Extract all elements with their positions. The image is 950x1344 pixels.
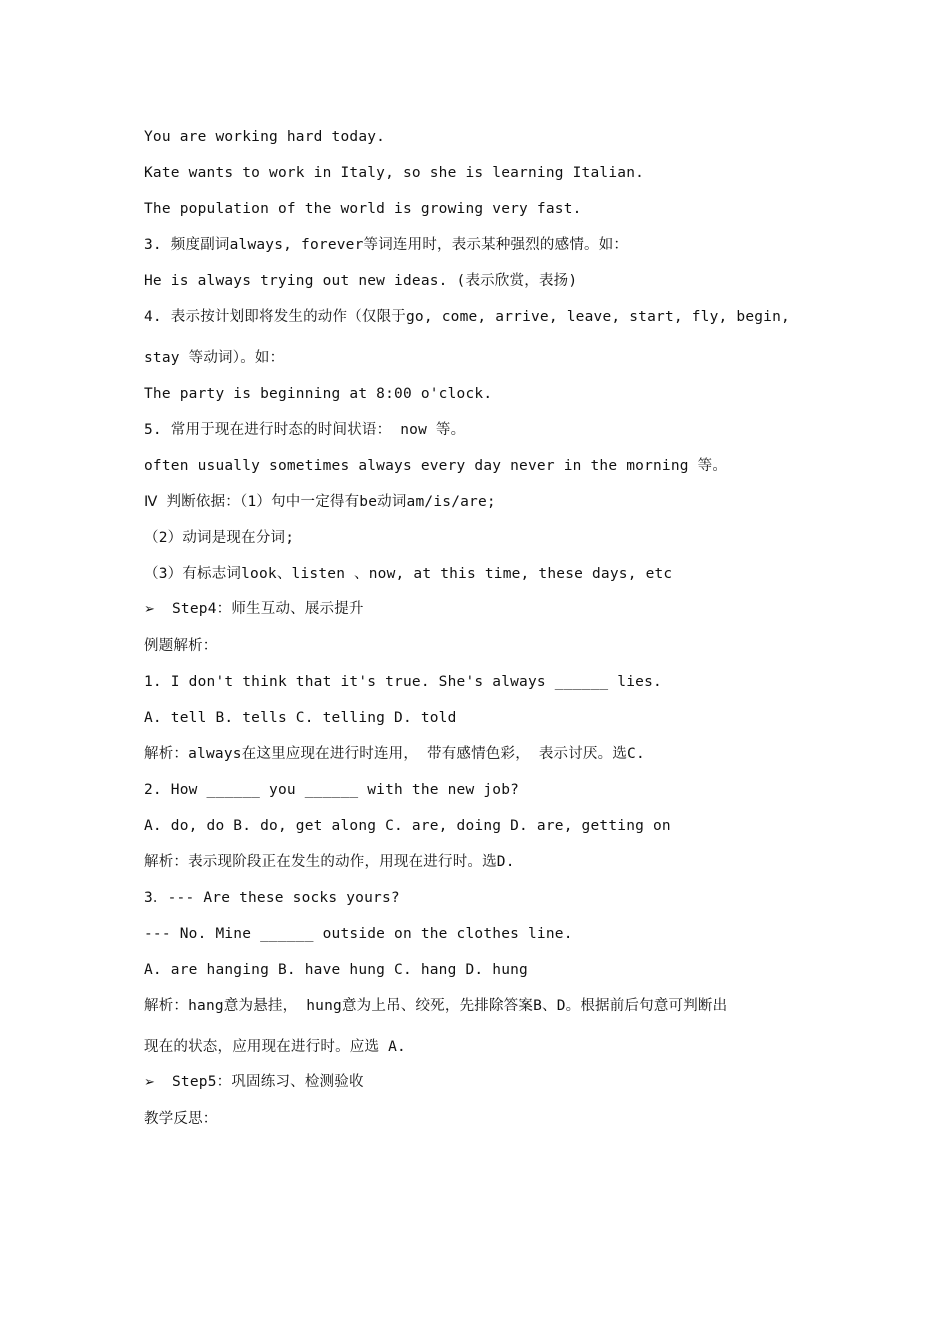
step-heading (144, 599, 824, 620)
text-line: A. are hanging B. have hung C. hang D. hung (144, 962, 528, 978)
text-line: A. do, do B. do, get along C. are, doing D. are, getting on (144, 818, 671, 834)
text-line: 解析：always在这里应现在进行时连用， 带有感情色彩， 表示讨厌。选C. (144, 746, 645, 762)
step-heading-text: Step4：师生互动、展示提升 (172, 601, 364, 617)
step-heading (144, 1072, 824, 1093)
text-line: 5. 常用于现在进行时态的时间状语： now 等。 (144, 422, 466, 438)
text-line: 解析：表示现阶段正在发生的动作，用现在进行时。选D. (144, 854, 515, 870)
text-line: 现在的状态，应用现在进行时。应选 A. (144, 1039, 406, 1055)
text-line: A. tell B. tells C. telling D. told (144, 710, 457, 726)
text-line: He is always trying out new ideas. (表示欣赏，表扬) (144, 273, 578, 289)
text-line: The population of the world is growing very fast. (144, 201, 582, 217)
text-line: The party is beginning at 8:00 o'clock. (144, 386, 493, 402)
text-line: often usually sometimes always every day never in the morning 等。 (144, 458, 728, 474)
text-line: 4. 表示按计划即将发生的动作（仅限于go, come, arrive, leave, start, fly, begin, (144, 309, 790, 325)
text-line: 解析：hang意为悬挂， hung意为上吊、绞死，先排除答案B、D。根据前后句意可判断出 (144, 998, 728, 1014)
text-line: 例题解析： (144, 638, 218, 654)
text-line: （3）有标志词look、listen 、now, at this time, these days, etc (144, 566, 673, 582)
arrow-bullet-icon: ➢ (144, 1075, 156, 1090)
text-line: You are working hard today. (144, 129, 386, 145)
text-line: （2）动词是现在分词; (144, 530, 295, 546)
text-line: 3. 频度副词always, forever等词连用时，表示某种强烈的感情。如： (144, 237, 629, 253)
step-heading-text: Step5：巩固练习、检测验收 (172, 1074, 364, 1090)
text-line: Ⅳ 判断依据：（1）句中一定得有be动词am/is/are; (144, 494, 496, 510)
text-line: 教学反思： (144, 1111, 218, 1127)
text-line: 1. I don't think that it's true. She's always ______ lies. (144, 674, 662, 690)
text-line: stay 等动词）。如： (144, 350, 285, 366)
text-line: 3．--- Are these socks yours? (144, 890, 400, 906)
text-line: Kate wants to work in Italy, so she is learning Italian. (144, 165, 645, 181)
text-line: --- No. Mine ______ outside on the clothes line. (144, 926, 573, 942)
arrow-bullet-icon: ➢ (144, 602, 156, 617)
text-line: 2. How ______ you ______ with the new job? (144, 782, 520, 798)
